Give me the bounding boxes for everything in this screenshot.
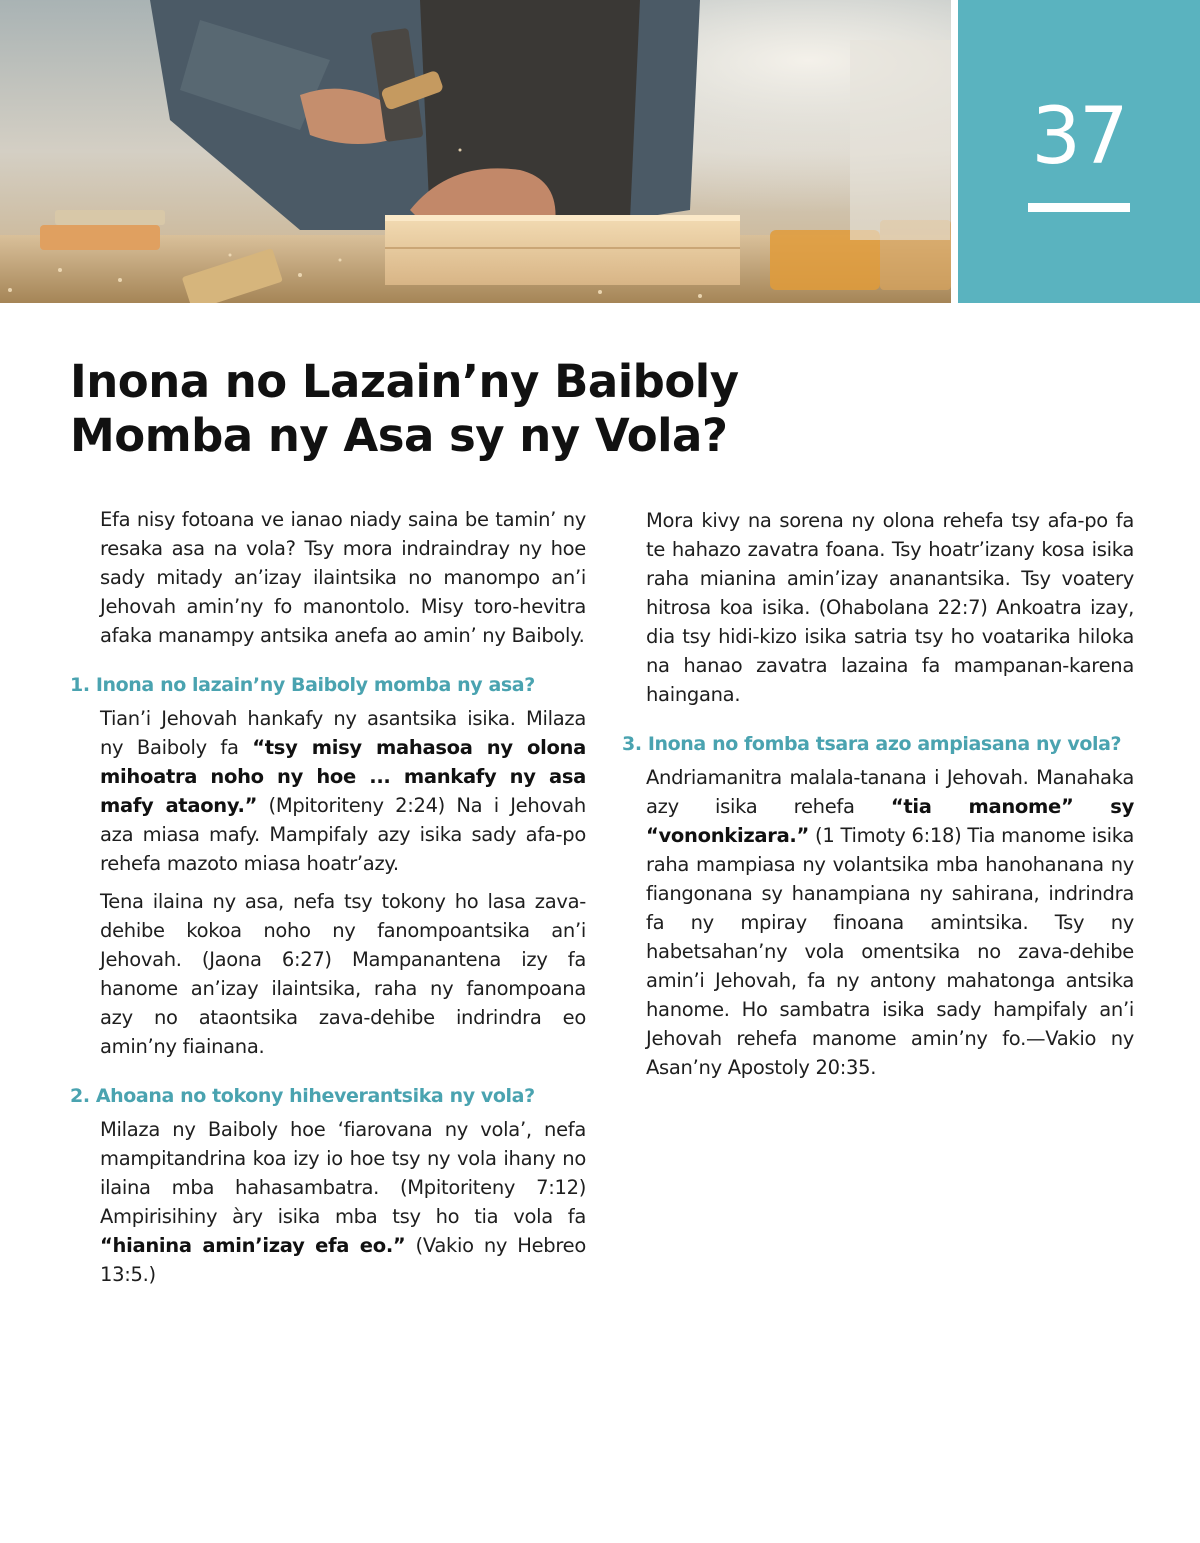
carpentry-photo-illustration: [0, 0, 951, 303]
intro-paragraph: Efa nisy fotoana ve ianao niady saina be tamin’ ny resaka asa na vola? Tsy mora indraindray ny hoe sady mitady an’izay ilaintsika no manompo an’i Jehovah amin’ny fo manontolo. Misy toro-hevitra afaka manampy antsika anefa ao amin’ ny Baiboly.: [100, 508, 586, 647]
lesson-number-box: [958, 0, 1200, 303]
section-2-paragraph-2: Mora kivy na sorena ny olona rehefa tsy afa-po fa te hahazo zavatra foana. Tsy hoatr’izany kosa isika raha mianina amin’izay ananantsika. Tsy voatery hitrosa koa isika. (Ohabolana 22:7) Ankoatra izay, dia tsy hidi-kizo isika satria tsy ho voatarika hiloka na hanao zavatra lazaina fa mampanan-karena haingana.: [646, 509, 1134, 706]
hero-photo: [0, 0, 951, 303]
section-1-heading: 1. Inona no lazain’ny Baiboly momba ny asa?: [70, 674, 535, 696]
lesson-number-underline: [1028, 203, 1130, 212]
section-3-p1-text-a: Andriamanitra malala-tanana i Jehovah. Manahaka azy isika rehefa: [646, 766, 1134, 818]
section-2-p1-text-a: Milaza ny Baiboly hoe ‘fiarovana ny vola’, nefa mampitandrina koa izy io hoe tsy ny vola ihany no ilaina mba hahasambatra. (Mpitoriteny 7:12) Ampirisihiny àry isika mba tsy ho tia vola fa: [100, 1118, 586, 1228]
page-title-line-2: Momba ny Asa sy ny Vola?: [70, 409, 728, 462]
section-1-p1-quote: “tsy misy mahasoa ny olona mihoatra noho ny hoe ... mankafy ny asa mafy ataony.”: [100, 736, 586, 817]
section-1-paragraph-1: [70, 704, 586, 878]
section-2-p1-text-c: (Vakio ny Hebreo 13:5.): [100, 1234, 586, 1286]
section-2-p1-quote: “hianina amin’izay efa eo.”: [100, 1234, 406, 1257]
section-1-p1-text-c: (Mpitoriteny 2:24) Na i Jehovah aza miasa mafy. Mampifaly azy isika sady afa-po rehefa mazoto miasa hoatr’azy.: [100, 794, 586, 875]
page-title-line-1: Inona no Lazain’ny Baiboly: [70, 355, 739, 408]
section-1-paragraph-2: Tena ilaina ny asa, nefa tsy tokony ho lasa zava-dehibe kokoa noho ny fanompoantsika an’i Jehovah. (Jaona 6:27) Mampanantena izy fa hanome an’izay ilaintsika, raha ny fanompoana azy no ataontsika zava-dehibe indrindra eo amin’ny fiainana.: [100, 890, 586, 1058]
lesson-number: 37: [1031, 92, 1127, 182]
section-2-heading: 2. Ahoana no tokony hiheverantsika ny vola?: [70, 1085, 535, 1107]
right-column: [622, 506, 1134, 1091]
section-3-p1-text-c: (1 Timoty 6:18) Tia manome isika raha mampiasa ny volantsika mba hanohanana ny fiangonana sy hanampiana ny sahirana, indrindra fa ny mpiray finoana amintsika. Tsy ny habetsahan’ny vola omentsika no zava-dehibe amin’i Jehovah, fa ny antony mahatonga antsika hanome. Ho sambatra isika sady hampifaly an’i Jehovah rehefa manome amin’ny fo.—Vakio ny Asan’ny Apostoly 20:35.: [646, 824, 1134, 1079]
page-title: [70, 355, 890, 463]
section-3-p1-quote: “tia manome” sy “vononkizara.”: [646, 795, 1135, 847]
left-column: [70, 505, 586, 1298]
section-3-paragraph-1: [622, 763, 1134, 1082]
section-3-heading: 3. Inona no fomba tsara azo ampiasana ny vola?: [622, 733, 1122, 755]
section-2-paragraph-1: [70, 1115, 586, 1289]
section-1-p1-text-a: Tian’i Jehovah hankafy ny asantsika isika. Milaza ny Baiboly fa: [100, 707, 586, 759]
